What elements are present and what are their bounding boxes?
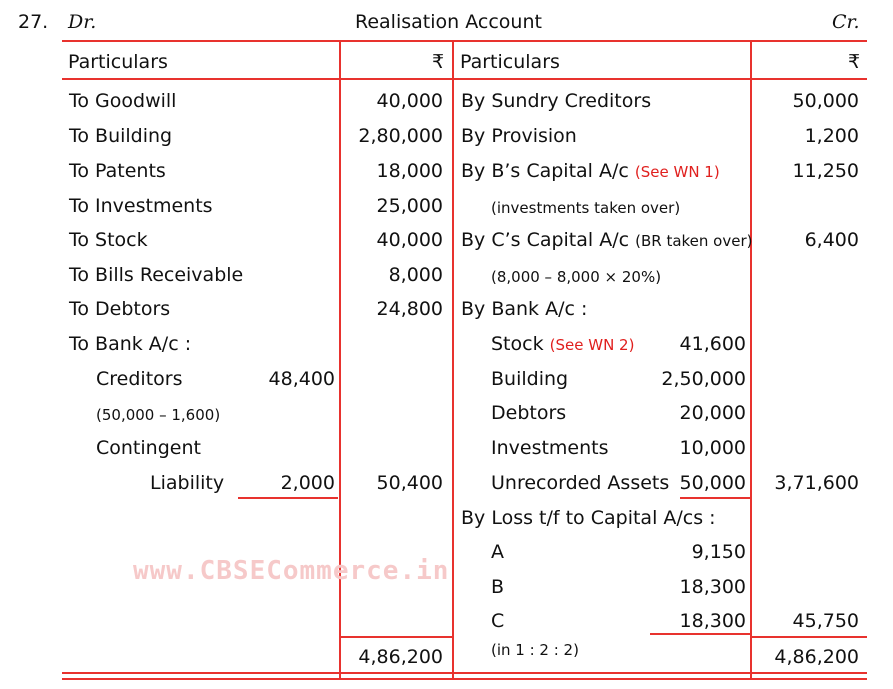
debit-stock-amount: 40,000 [376,229,443,251]
credit-debtors-amount: 20,000 [679,402,746,424]
debit-debtors-label: To Debtors [69,298,171,320]
question-number: 27. [18,11,49,33]
credit-currency-header: ₹ [848,51,861,73]
credit-loss-b-label: B [491,576,505,598]
debit-goodwill-amount: 40,000 [376,90,443,112]
debit-patents-amount: 18,000 [376,160,443,182]
debit-bank-total: 50,400 [376,472,443,494]
credit-c-capital-amount: 6,400 [804,229,859,251]
credit-b-capital-ref: (See WN 1) [634,163,720,181]
top-rule [62,40,867,42]
credit-particulars-header: Particulars [460,51,560,73]
divider-center [452,40,454,680]
debit-bank-label: To Bank A/c : [69,333,192,355]
debit-liability-amount: 2,000 [280,472,335,494]
subtotal-rule-bank [680,497,750,499]
subtotal-rule-loss [650,633,750,635]
credit-loss-b-amount: 18,300 [679,576,746,598]
debit-grand-total: 4,86,200 [358,646,443,668]
account-title: Realisation Account [355,11,542,33]
header-rule [62,78,867,80]
debit-debtors-amount: 24,800 [376,298,443,320]
credit-provision-amount: 1,200 [804,125,859,147]
credit-loss-c-label: C [491,610,505,632]
debit-contingent-label: Contingent [96,437,201,459]
credit-unrecorded-label: Unrecorded Assets [491,472,670,494]
dr-label: Dr. [68,11,97,33]
credit-stock-label [491,333,634,356]
debit-liability-label: Liability [150,472,225,494]
credit-c-capital-text: By C’s Capital A/c [461,229,630,251]
debit-investments-amount: 25,000 [376,195,443,217]
total-rule-credit [752,636,867,638]
credit-loss-c-amount: 18,300 [679,610,746,632]
credit-loss-label: By Loss t/f to Capital A/cs : [461,507,716,529]
cr-label: Cr. [832,11,860,33]
debit-creditors-label: Creditors [96,368,183,390]
credit-c-capital-label [461,229,753,252]
bottom-rule-1 [62,672,867,674]
divider-credit-amount [750,40,752,680]
credit-creditors-label: By Sundry Creditors [461,90,652,112]
credit-stock-ref: (See WN 2) [549,336,635,354]
credit-unrecorded-amount: 50,000 [679,472,746,494]
debit-particulars-header: Particulars [68,51,168,73]
credit-building-label: Building [491,368,569,390]
debit-building-label: To Building [69,125,173,147]
debit-building-amount: 2,80,000 [358,125,443,147]
subtotal-rule-debit [238,497,338,499]
credit-bank-label: By Bank A/c : [461,298,588,320]
debit-stock-label: To Stock [69,229,148,251]
debit-goodwill-label: To Goodwill [69,90,177,112]
credit-provision-label: By Provision [461,125,577,147]
credit-debtors-label: Debtors [491,402,567,424]
credit-creditors-amount: 50,000 [792,90,859,112]
debit-currency-header: ₹ [432,51,445,73]
bottom-rule-2 [62,678,867,680]
credit-stock-amount: 41,600 [679,333,746,355]
credit-grand-total: 4,86,200 [774,646,859,668]
credit-building-amount: 2,50,000 [661,368,746,390]
credit-b-capital-note: (investments taken over) [491,199,681,217]
debit-bills-label: To Bills Receivable [69,264,244,286]
total-rule-debit [341,636,452,638]
credit-loss-ratio-note: (in 1 : 2 : 2) [491,641,579,659]
credit-investments-amount: 10,000 [679,437,746,459]
debit-patents-label: To Patents [69,160,166,182]
credit-loss-total: 45,750 [792,610,859,632]
debit-creditors-note: (50,000 – 1,600) [96,406,221,424]
credit-b-capital-label [461,160,720,183]
debit-bills-amount: 8,000 [388,264,443,286]
credit-loss-a-label: A [491,541,504,563]
debit-investments-label: To Investments [69,195,213,217]
credit-c-capital-note: (8,000 – 8,000 × 20%) [491,268,662,286]
credit-loss-a-amount: 9,150 [691,541,746,563]
credit-b-capital-text: By B’s Capital A/c [461,160,629,182]
debit-creditors-amount: 48,400 [268,368,335,390]
credit-stock-text: Stock [491,333,544,355]
credit-investments-label: Investments [491,437,609,459]
credit-b-capital-amount: 11,250 [792,160,859,182]
credit-c-capital-inline-note: (BR taken over) [635,232,753,250]
watermark: www.CBSECommerce.in [133,556,450,586]
credit-bank-total: 3,71,600 [774,472,859,494]
